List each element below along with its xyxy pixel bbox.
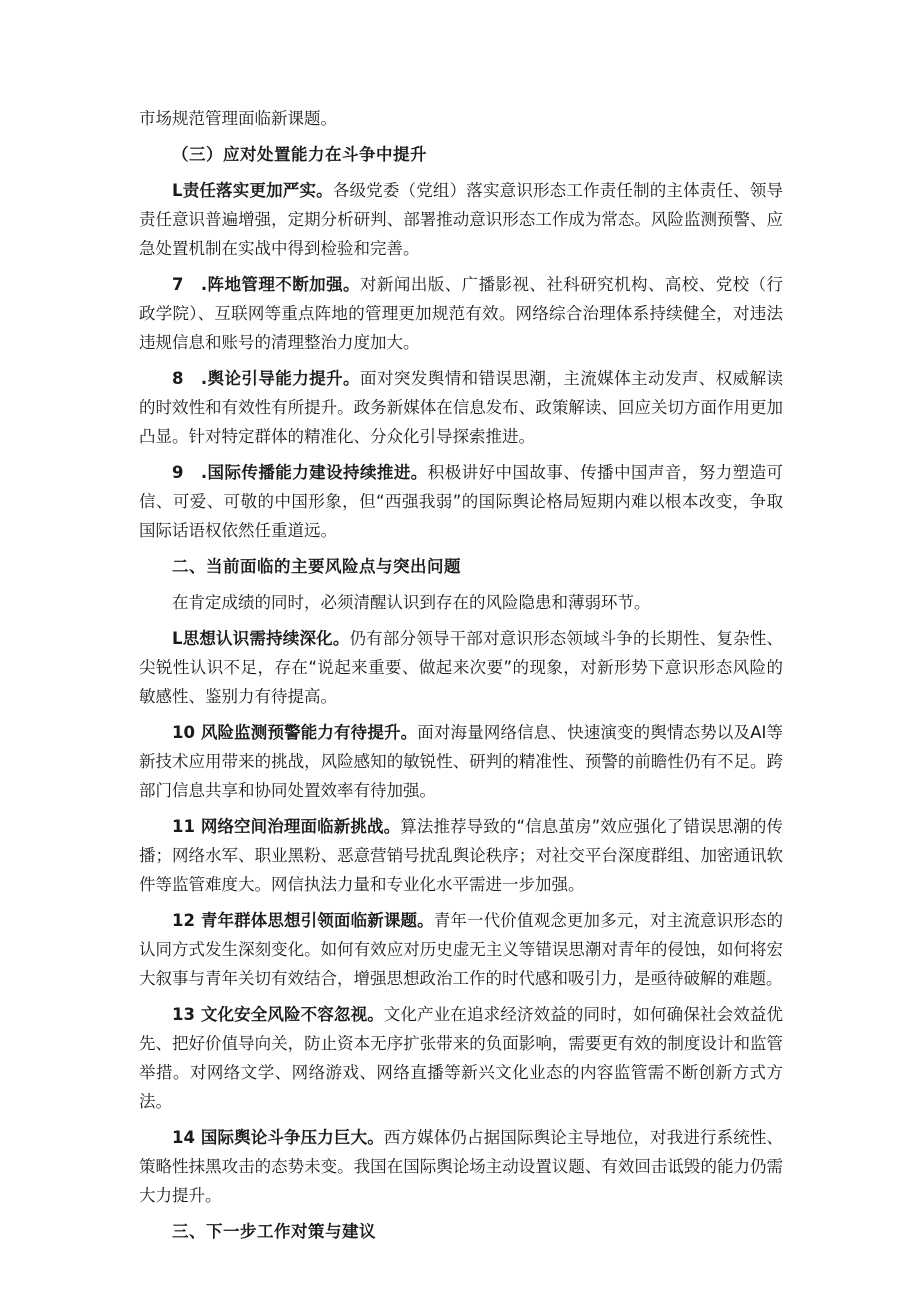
paragraph-text: 西方媒体仍占据国际舆论主导地位，对我进行系统性、策略性抹黑攻击的态势未变。我国在国际舆论场主动设置议题、有效回击诋毁的能力仍需大力提升。 <box>139 1128 784 1205</box>
paragraph-text: 积极讲好中国故事、传播中国声音，努力塑造可信、可爱、可敬的中国形象，但“西强我弱”的国际舆论格局短期内难以根本改变，争取国际话语权依然任重道远。 <box>139 463 783 540</box>
paragraph <box>139 718 783 805</box>
paragraph-lead: 7 .阵地管理不断加强。 <box>172 275 360 294</box>
paragraph <box>139 176 783 263</box>
paragraph-text: 各级党委（党组）落实意识形态工作责任制的主体责任、领导责任意识普遍增强，定期分析研判、部署推动意识形态工作成为常态。风险监测预警、应急处置机制在实战中得到检验和完善。 <box>139 181 784 258</box>
paragraph-lead: 13 文化安全风险不容忽视。 <box>172 1005 384 1024</box>
section-heading: （三）应对处置能力在斗争中提升 <box>172 145 427 164</box>
section-heading: 二、当前面临的主要风险点与突出问题 <box>172 557 461 576</box>
paragraph <box>139 270 783 357</box>
paragraph-lead: 8 .舆论引导能力提升。 <box>172 369 360 388</box>
paragraph-text: 面对突发舆情和错误思潮，主流媒体主动发声、权威解读的时效性和有效性有所提升。政务新媒体在信息发布、政策解读、回应关切方面作用更加凸显。针对特定群体的精准化、分众化引导探索推进。 <box>139 369 783 446</box>
paragraph-lead: 12 青年群体思想引领面临新课题。 <box>172 911 434 930</box>
paragraph <box>139 812 783 899</box>
paragraph-lead: 10 风险监测预警能力有待提升。 <box>172 723 418 742</box>
section-heading: 三、下一步工作对策与建议 <box>172 1222 376 1241</box>
paragraph-text: 文化产业在追求经济效益的同时，如何确保社会效益优先、把好价值导向关，防止资本无序扩张带来的负面影响，需要更有效的制度设计和监管举措。对网络文学、网络游戏、网络直播等新兴文化业态的内容监管需不断创新方式方法。 <box>139 1005 784 1111</box>
paragraph <box>139 624 783 711</box>
paragraph <box>139 364 783 451</box>
paragraph-lead: L思想认识需持续深化。 <box>172 629 350 648</box>
paragraph-text: 算法推荐导致的“信息茧房”效应强化了错误思潮的传播；网络水军、职业黑粉、恶意营销号扰乱舆论秩序；对社交平台深度群组、加密通讯软件等监管难度大。网信执法力量和专业化水平需进一步加强。 <box>139 817 783 894</box>
paragraph-text: 仍有部分领导干部对意识形态领域斗争的长期性、复杂性、尖锐性认识不足，存在“说起来重要、做起来次要”的现象，对新形势下意识形态风险的敏感性、鉴别力有待提高。 <box>139 629 784 706</box>
paragraph-text: 市场规范管理面临新课题。 <box>139 109 337 128</box>
paragraph-lead: 11 网络空间治理面临新挑战。 <box>172 817 401 836</box>
paragraph-text: 对新闻出版、广播影视、社科研究机构、高校、党校（行政学院）、互联网等重点阵地的管理更加规范有效。网络综合治理体系持续健全，对违法违规信息和账号的清理整治力度加大。 <box>139 275 783 352</box>
paragraph-lead: 14 国际舆论斗争压力巨大。 <box>172 1128 384 1147</box>
paragraph <box>139 1000 783 1116</box>
paragraph-lead: L责任落实更加严实。 <box>172 181 333 200</box>
paragraph-text: 青年一代价值观念更加多元，对主流意识形态的认同方式发生深刻变化。如何有效应对历史虚无主义等错误思潮对青年的侵蚀，如何将宏大叙事与青年关切有效结合，增强思想政治工作的时代感和吸引力，是亟待破解的难题。 <box>139 911 783 988</box>
paragraph <box>139 1123 783 1210</box>
paragraph-lead: 9 .国际传播能力建设持续推进。 <box>172 463 428 482</box>
paragraph <box>139 104 783 133</box>
paragraph-text: 面对海量网络信息、快速演变的舆情态势以及AI等新技术应用带来的挑战，风险感知的敏锐性、研判的精准性、预警的前瞻性仍有不足。跨部门信息共享和协同处置效率有待加强。 <box>139 723 783 800</box>
paragraph <box>139 906 783 993</box>
paragraph-text: 在肯定成绩的同时，必须清醒认识到存在的风险隐患和薄弱环节。 <box>172 593 651 612</box>
document-page <box>139 104 783 1253</box>
paragraph <box>139 458 783 545</box>
paragraph <box>139 588 783 617</box>
